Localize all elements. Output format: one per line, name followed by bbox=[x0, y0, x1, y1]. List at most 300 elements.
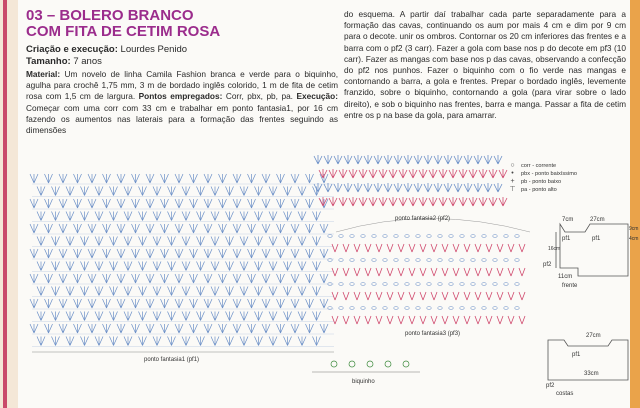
execution-label: Execução: bbox=[296, 91, 338, 102]
chain-symbol bbox=[449, 307, 453, 310]
stitch-symbol bbox=[233, 174, 241, 183]
stitch-symbol bbox=[484, 155, 492, 164]
stitch-symbol bbox=[409, 292, 415, 300]
stitch-symbol bbox=[132, 224, 140, 233]
stitch-symbol bbox=[398, 316, 404, 324]
stitch-symbol bbox=[313, 187, 321, 196]
stitch-symbol bbox=[334, 155, 342, 164]
chain-symbol bbox=[515, 307, 519, 310]
stitch-symbol bbox=[306, 249, 314, 258]
stitch-symbol bbox=[88, 324, 96, 333]
chain-symbol bbox=[394, 235, 398, 238]
slip-stitch-symbol-icon: • bbox=[511, 170, 514, 177]
stitch-symbol bbox=[219, 274, 227, 283]
stitch-symbol bbox=[211, 212, 219, 221]
stitch-symbol bbox=[248, 224, 256, 233]
material-value: Um novelo de linha Camila Fashion branca e verde para o biquinho, agulha para crochê 1,75 mm, 3 m de bordado inglês colorido, 1 m de fita de cetim rosa com 1,5 cm de largura. bbox=[26, 69, 338, 102]
stitch-symbol bbox=[110, 212, 118, 221]
stitch-symbol bbox=[298, 237, 306, 246]
stitch-symbol bbox=[464, 292, 470, 300]
size-label: Tamanho: bbox=[26, 56, 71, 67]
chain-symbol bbox=[339, 307, 343, 310]
stitch-symbol bbox=[313, 287, 321, 296]
chain-symbol bbox=[372, 283, 376, 286]
chain-symbol bbox=[427, 283, 431, 286]
stitch-symbol bbox=[103, 224, 111, 233]
stitch-symbol bbox=[306, 199, 314, 208]
execution-value: Começar com uma corr com 33 cm e trabalhar em ponto fantasia1, por 16 cm fazendo os aumentos nas laterais para a formação das frentes seguindo as dimensões bbox=[26, 102, 338, 136]
stitch-symbol bbox=[197, 187, 205, 196]
stitch-symbol bbox=[255, 287, 263, 296]
stitch-symbol bbox=[153, 312, 161, 321]
stitch-symbol bbox=[324, 155, 332, 164]
chain-symbol bbox=[504, 235, 508, 238]
stitch-symbol bbox=[211, 187, 219, 196]
stitch-symbol bbox=[37, 287, 45, 296]
stitch-symbol bbox=[146, 224, 154, 233]
stitch-symbol bbox=[240, 337, 248, 346]
legend-label: pbx - ponto baixíssimo bbox=[521, 171, 577, 177]
stitch-symbol bbox=[306, 274, 314, 283]
stitch-symbol bbox=[359, 169, 367, 178]
stitch-symbol bbox=[429, 169, 437, 178]
stitch-symbol bbox=[95, 262, 103, 271]
stitch-symbol bbox=[420, 244, 426, 252]
stitch-symbol bbox=[182, 187, 190, 196]
chain-symbol bbox=[405, 235, 409, 238]
stitch-symbol bbox=[59, 299, 67, 308]
front-dim-4cm: 4cm bbox=[629, 236, 639, 242]
stitch-symbol bbox=[298, 337, 306, 346]
stitch-symbol bbox=[74, 249, 82, 258]
chain-symbol bbox=[504, 259, 508, 262]
stitch-symbol bbox=[146, 324, 154, 333]
stitch-symbol bbox=[37, 312, 45, 321]
stitch-symbol bbox=[211, 262, 219, 271]
stitch-symbol bbox=[132, 324, 140, 333]
stitch-symbol bbox=[449, 197, 457, 206]
stitch-symbol bbox=[248, 199, 256, 208]
stitch-symbol bbox=[211, 312, 219, 321]
stitch-symbol bbox=[464, 244, 470, 252]
stitch-symbol bbox=[324, 183, 332, 192]
stitch-symbol bbox=[486, 316, 492, 324]
chain-symbol bbox=[350, 283, 354, 286]
stitch-symbol bbox=[497, 316, 503, 324]
chain-symbol bbox=[482, 307, 486, 310]
stitch-symbol bbox=[161, 274, 169, 283]
stitch-symbol bbox=[240, 187, 248, 196]
stitch-symbol bbox=[248, 274, 256, 283]
stitch-symbol bbox=[409, 268, 415, 276]
stitch-symbol bbox=[314, 155, 322, 164]
back-dim-27cm: 27cm bbox=[586, 333, 601, 339]
single-crochet-symbol-icon: + bbox=[510, 178, 515, 185]
stitch-symbol bbox=[139, 212, 147, 221]
stitch-symbol bbox=[354, 155, 362, 164]
stitch-symbol bbox=[442, 244, 448, 252]
stitch-symbol bbox=[81, 312, 89, 321]
stitch-symbol bbox=[240, 312, 248, 321]
stitch-symbol bbox=[484, 183, 492, 192]
stitch-symbol bbox=[110, 237, 118, 246]
stitch-symbol bbox=[139, 337, 147, 346]
stitch-symbol bbox=[52, 237, 60, 246]
front-dim-27cm: 27cm bbox=[590, 217, 605, 223]
stitch-symbol bbox=[453, 268, 459, 276]
stitch-symbol bbox=[37, 212, 45, 221]
chain-symbol bbox=[361, 259, 365, 262]
stitch-symbol bbox=[499, 169, 507, 178]
stitch-symbol bbox=[110, 287, 118, 296]
stitch-symbol bbox=[124, 187, 132, 196]
stitch-symbol bbox=[30, 199, 38, 208]
stitch-symbol bbox=[74, 224, 82, 233]
stitch-symbol bbox=[474, 183, 482, 192]
stitch-symbol bbox=[110, 187, 118, 196]
stitch-symbol bbox=[103, 174, 111, 183]
stitch-symbol bbox=[211, 237, 219, 246]
stitch-symbol bbox=[45, 199, 53, 208]
chain-symbol bbox=[504, 307, 508, 310]
chain-symbol bbox=[361, 307, 365, 310]
stitch-symbol bbox=[439, 169, 447, 178]
chain-symbol bbox=[482, 259, 486, 262]
stitch-symbol bbox=[74, 299, 82, 308]
stitch-symbol bbox=[291, 274, 299, 283]
stitch-symbol bbox=[486, 268, 492, 276]
stitch-symbol bbox=[175, 174, 183, 183]
stitch-symbol bbox=[320, 224, 328, 233]
stitch-symbol bbox=[409, 197, 417, 206]
stitch-symbol bbox=[420, 292, 426, 300]
chain-symbol bbox=[383, 235, 387, 238]
stitch-symbol bbox=[431, 316, 437, 324]
stitch-symbol bbox=[30, 324, 38, 333]
stitch-symbol bbox=[219, 199, 227, 208]
stitch-symbol bbox=[374, 183, 382, 192]
stitch-symbol bbox=[59, 249, 67, 258]
stitch-symbol bbox=[453, 316, 459, 324]
stitch-symbol bbox=[497, 268, 503, 276]
picot-symbol bbox=[385, 361, 391, 367]
stitch-symbol bbox=[182, 237, 190, 246]
stitch-symbol bbox=[197, 237, 205, 246]
stitch-symbol bbox=[255, 262, 263, 271]
stitch-symbol bbox=[387, 268, 393, 276]
stitch-symbol bbox=[329, 197, 337, 206]
stitch-symbol bbox=[431, 244, 437, 252]
stitch-symbol bbox=[298, 287, 306, 296]
stitch-symbol bbox=[240, 287, 248, 296]
stitch-symbol bbox=[233, 199, 241, 208]
stitch-symbol bbox=[431, 268, 437, 276]
chain-symbol bbox=[350, 307, 354, 310]
stitch-symbol bbox=[277, 324, 285, 333]
stitch-symbol bbox=[298, 312, 306, 321]
double-crochet-symbol-icon: ⊤ bbox=[509, 186, 516, 193]
chain-symbol bbox=[482, 235, 486, 238]
chain-symbol bbox=[449, 259, 453, 262]
stitch-symbol bbox=[479, 169, 487, 178]
stitch-symbol bbox=[376, 268, 382, 276]
stitch-symbol bbox=[233, 274, 241, 283]
stitch-symbol bbox=[332, 292, 338, 300]
stitch-symbol bbox=[124, 287, 132, 296]
picot-symbol bbox=[349, 361, 355, 367]
stitch-symbol bbox=[175, 249, 183, 258]
stitch-symbol bbox=[343, 292, 349, 300]
stitch-symbol bbox=[204, 174, 212, 183]
stitch-symbol bbox=[124, 237, 132, 246]
stitch-symbol bbox=[190, 224, 198, 233]
legend-label: pa - ponto alto bbox=[521, 187, 557, 193]
stitch-symbol bbox=[420, 268, 426, 276]
stitch-symbol bbox=[384, 183, 392, 192]
stitch-symbol bbox=[30, 224, 38, 233]
stitch-symbol bbox=[291, 324, 299, 333]
stitch-symbol bbox=[248, 174, 256, 183]
stitch-symbol bbox=[132, 274, 140, 283]
stitch-symbol bbox=[146, 199, 154, 208]
stitch-symbol bbox=[444, 183, 452, 192]
stitch-symbol bbox=[117, 249, 125, 258]
stitch-symbol bbox=[117, 324, 125, 333]
stitch-symbol bbox=[284, 187, 292, 196]
stitch-symbol bbox=[313, 337, 321, 346]
stitch-symbol bbox=[486, 292, 492, 300]
stitch-symbol bbox=[226, 287, 234, 296]
stitch-symbol bbox=[313, 312, 321, 321]
stitch-symbol bbox=[66, 187, 74, 196]
chain-symbol bbox=[515, 259, 519, 262]
stitch-symbol bbox=[519, 292, 525, 300]
stitch-symbol bbox=[161, 199, 169, 208]
stitch-symbol bbox=[409, 316, 415, 324]
stitch-symbol bbox=[464, 183, 472, 192]
size-value: 7 anos bbox=[70, 56, 102, 67]
chain-symbol bbox=[460, 307, 464, 310]
stitch-chart-pf3 bbox=[328, 219, 530, 325]
stitch-symbol bbox=[344, 183, 352, 192]
stitch-symbol bbox=[376, 244, 382, 252]
chain-symbol bbox=[416, 283, 420, 286]
chain-symbol bbox=[438, 283, 442, 286]
stitch-symbol bbox=[117, 224, 125, 233]
stitch-symbol bbox=[30, 299, 38, 308]
stitch-symbol bbox=[332, 244, 338, 252]
stitch-symbol bbox=[269, 312, 277, 321]
stitch-symbol bbox=[139, 237, 147, 246]
stitch-symbol bbox=[59, 224, 67, 233]
stitch-symbol bbox=[95, 337, 103, 346]
stitch-symbol bbox=[379, 197, 387, 206]
stitch-symbol bbox=[175, 274, 183, 283]
stitch-symbol bbox=[153, 262, 161, 271]
stitch-symbol bbox=[37, 237, 45, 246]
stitch-symbol bbox=[332, 268, 338, 276]
stitch-symbol bbox=[168, 312, 176, 321]
stitch-symbol bbox=[429, 197, 437, 206]
chain-symbol bbox=[482, 283, 486, 286]
stitch-symbol bbox=[306, 174, 314, 183]
stitch-symbol bbox=[52, 287, 60, 296]
stitch-symbol bbox=[66, 312, 74, 321]
stitch-symbol bbox=[469, 197, 477, 206]
stitch-symbol bbox=[103, 324, 111, 333]
stitch-symbol bbox=[88, 199, 96, 208]
stitch-symbol bbox=[332, 316, 338, 324]
chain-symbol bbox=[493, 235, 497, 238]
stitch-symbol bbox=[153, 187, 161, 196]
stitch-symbol bbox=[387, 292, 393, 300]
stitch-symbol bbox=[519, 244, 525, 252]
stitch-symbol bbox=[464, 316, 470, 324]
stitch-symbol bbox=[439, 197, 447, 206]
stitch-symbol bbox=[442, 316, 448, 324]
stitch-symbol bbox=[269, 337, 277, 346]
stitch-symbol bbox=[475, 292, 481, 300]
chain-symbol bbox=[339, 235, 343, 238]
stitch-symbol bbox=[508, 316, 514, 324]
stitch-symbol bbox=[233, 324, 241, 333]
picot-symbol bbox=[367, 361, 373, 367]
stitch-symbol bbox=[313, 262, 321, 271]
stitch-symbol bbox=[37, 187, 45, 196]
stitch-symbol bbox=[175, 224, 183, 233]
stitch-symbol bbox=[269, 287, 277, 296]
stitch-symbol bbox=[284, 337, 292, 346]
chain-symbol bbox=[449, 235, 453, 238]
stitch-symbol bbox=[320, 274, 328, 283]
front-piece-outline bbox=[560, 224, 628, 276]
stitch-symbol bbox=[269, 262, 277, 271]
stitch-symbol bbox=[519, 268, 525, 276]
chain-symbol-icon: ○ bbox=[510, 162, 515, 169]
stitch-symbol bbox=[139, 312, 147, 321]
stitch-symbol bbox=[95, 187, 103, 196]
chain-symbol bbox=[416, 307, 420, 310]
stitch-symbol bbox=[291, 199, 299, 208]
stitch-symbol bbox=[117, 174, 125, 183]
stitch-chart-biquinho bbox=[312, 361, 420, 372]
picot-symbol bbox=[331, 361, 337, 367]
chain-symbol bbox=[394, 259, 398, 262]
stitch-symbol bbox=[45, 274, 53, 283]
stitch-symbol bbox=[387, 316, 393, 324]
chain-symbol bbox=[350, 259, 354, 262]
stitch-symbol bbox=[399, 197, 407, 206]
stitch-symbol bbox=[88, 174, 96, 183]
chain-symbol bbox=[405, 259, 409, 262]
stitch-symbol bbox=[146, 299, 154, 308]
stitch-symbol bbox=[74, 324, 82, 333]
stitch-symbol bbox=[30, 274, 38, 283]
stitch-symbol bbox=[81, 262, 89, 271]
stitch-symbol bbox=[319, 169, 327, 178]
stitch-symbol bbox=[153, 237, 161, 246]
stitch-symbol bbox=[248, 249, 256, 258]
stitch-chart-pf1 bbox=[30, 174, 334, 352]
stitch-symbol bbox=[219, 324, 227, 333]
title-line-2: COM FITA DE CETIM ROSA bbox=[26, 23, 221, 40]
stitch-symbol bbox=[508, 268, 514, 276]
stitch-symbol bbox=[74, 199, 82, 208]
stitch-symbol bbox=[197, 337, 205, 346]
stitch-symbol bbox=[262, 249, 270, 258]
stitch-symbol bbox=[197, 287, 205, 296]
stitch-symbol bbox=[59, 274, 67, 283]
stitch-symbol bbox=[59, 174, 67, 183]
stitch-symbol bbox=[88, 299, 96, 308]
stitch-symbol bbox=[168, 237, 176, 246]
stitch-symbol bbox=[30, 174, 38, 183]
stitch-symbol bbox=[365, 268, 371, 276]
stitch-symbol bbox=[219, 224, 227, 233]
stitch-symbol bbox=[103, 274, 111, 283]
stitch-symbol bbox=[190, 249, 198, 258]
stitch-symbol bbox=[497, 244, 503, 252]
stitch-symbol bbox=[431, 292, 437, 300]
stitch-symbol bbox=[161, 299, 169, 308]
stitch-symbol bbox=[284, 287, 292, 296]
stitch-symbol bbox=[475, 244, 481, 252]
stitch-symbol bbox=[497, 292, 503, 300]
picot-symbol bbox=[403, 361, 409, 367]
stitch-symbol bbox=[132, 174, 140, 183]
stitch-symbol bbox=[190, 274, 198, 283]
stitch-symbol bbox=[269, 237, 277, 246]
chain-symbol bbox=[339, 259, 343, 262]
stitch-symbol bbox=[219, 249, 227, 258]
stitch-symbol bbox=[204, 224, 212, 233]
front-dim-9cm: 9cm bbox=[629, 226, 639, 232]
stitch-symbol bbox=[161, 224, 169, 233]
stitch-symbol bbox=[110, 312, 118, 321]
stitch-chart-pf2 bbox=[314, 155, 507, 206]
stitch-legend bbox=[508, 162, 577, 194]
chain-symbol bbox=[339, 283, 343, 286]
stitch-symbol bbox=[398, 244, 404, 252]
stitch-symbol bbox=[204, 199, 212, 208]
stitch-symbol bbox=[376, 316, 382, 324]
stitch-symbol bbox=[59, 324, 67, 333]
stitch-symbol bbox=[66, 212, 74, 221]
stitch-symbol bbox=[494, 155, 502, 164]
stitch-symbol bbox=[204, 249, 212, 258]
stitch-symbol bbox=[182, 337, 190, 346]
stitch-symbol bbox=[409, 244, 415, 252]
legend-label: corr - corrente bbox=[521, 163, 557, 169]
front-pf1-label: pf1 bbox=[562, 236, 571, 242]
chain-symbol bbox=[350, 235, 354, 238]
stitch-symbol bbox=[139, 187, 147, 196]
chain-symbol bbox=[328, 235, 332, 238]
legend-row bbox=[508, 170, 577, 178]
stitch-symbol bbox=[103, 199, 111, 208]
chain-symbol bbox=[471, 235, 475, 238]
stitch-symbol bbox=[66, 237, 74, 246]
stitch-symbol bbox=[459, 169, 467, 178]
stitch-symbol bbox=[52, 187, 60, 196]
front-dim-7cm: 7cm bbox=[562, 217, 574, 223]
stitch-symbol bbox=[52, 212, 60, 221]
stitch-symbol bbox=[168, 187, 176, 196]
stitches-label: Pontos empregados: bbox=[138, 91, 223, 102]
legend-row bbox=[508, 178, 577, 186]
stitch-symbol bbox=[117, 199, 125, 208]
stitch-symbol bbox=[387, 244, 393, 252]
